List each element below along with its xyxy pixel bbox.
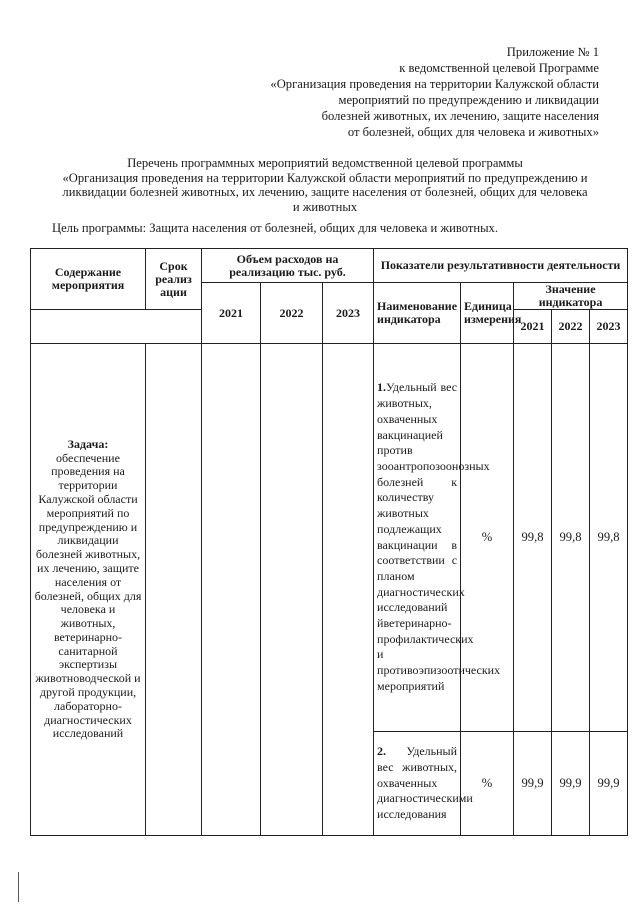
task-text: обеспечение проведения на территории Калужской области мероприятий по предупреждению и ликвидации болезней животных, их лечению, защите населения от болезней, общих для человека и животных, ветеринарно-санитарной экспертизы животноводческой и другой продукции, лабораторно-диагностических исследований bbox=[34, 450, 142, 741]
list-title-line: «Организация проведения на территории Калужской области мероприятий по предупреждению и bbox=[62, 170, 588, 185]
header-value-2023: 2023 bbox=[590, 310, 628, 344]
volume-2023-cell bbox=[323, 344, 374, 836]
indicator-1-value-2022: 99,8 bbox=[552, 344, 590, 732]
header-volume: Объем расходов на реализацию тыс. руб. bbox=[202, 249, 374, 283]
list-title-line: ликвидации болезней животных, их лечению, защите населения от болезней, общих для человека bbox=[62, 185, 588, 199]
volume-2021-cell bbox=[202, 344, 261, 836]
indicator-text: Удельный вес животных, охваченных вакцинацией против зооантропозоонозных болезней к количеству животных подлежащих вакцинации в соответствии с планом диагностических исследований йветеринарно-профилактических и противоэпизоотических мероприятий bbox=[377, 380, 501, 693]
indicator-text: Удельный вес животных, охваченных диагностическими исследования bbox=[377, 744, 473, 822]
indicator-2-value-2022: 99,9 bbox=[552, 732, 590, 836]
header-indicator-name: Наименование индикатора bbox=[374, 283, 461, 344]
indicator-1-value-2021: 99,8 bbox=[514, 344, 552, 732]
indicator-2-unit: % bbox=[461, 732, 514, 836]
indicator-1-name bbox=[374, 344, 501, 732]
task-cell bbox=[31, 344, 146, 836]
annex-line: Приложение № 1 bbox=[506, 45, 599, 59]
annex-block bbox=[179, 44, 599, 140]
measures-table bbox=[30, 248, 628, 836]
indicator-2-value-2023: 99,9 bbox=[590, 732, 628, 836]
header-content-spacer bbox=[31, 310, 202, 344]
margin-mark bbox=[18, 872, 19, 902]
header-unit: Единица измерения bbox=[461, 283, 514, 344]
program-goal: Цель программы: Защита населения от болезней, общих для человека и животных. bbox=[52, 221, 498, 235]
annex-line: мероприятий по предупреждению и ликвидации bbox=[338, 93, 599, 107]
indicator-1-unit: % bbox=[461, 344, 514, 732]
annex-line: от болезней, общих для человека и животных» bbox=[347, 125, 599, 139]
indicator-2-value-2021: 99,9 bbox=[514, 732, 552, 836]
term-cell bbox=[146, 344, 202, 836]
header-indicators: Показатели результативности деятельности bbox=[374, 249, 628, 283]
indicator-number: 2. bbox=[377, 744, 387, 759]
annex-line: болезней животных, их лечению, защите населения bbox=[321, 109, 599, 123]
list-title-line: Перечень программных мероприятий ведомственной целевой программы bbox=[127, 156, 523, 170]
volume-2022-cell bbox=[261, 344, 323, 836]
header-value-2021: 2021 bbox=[514, 310, 552, 344]
indicator-2-name bbox=[374, 732, 473, 836]
header-content: Содержание мероприятия bbox=[31, 249, 146, 310]
list-title-line: и животных bbox=[292, 199, 358, 214]
header-year-2021: 2021 bbox=[202, 283, 261, 344]
indicator-1-value-2023: 99,8 bbox=[590, 344, 628, 732]
indicator-number: 1. bbox=[377, 380, 387, 395]
header-term: Срок реализ ации bbox=[146, 249, 202, 310]
header-indicator-value: Значение индикатора bbox=[514, 283, 628, 310]
annex-line: «Организация проведения на территории Калужской области bbox=[270, 77, 599, 91]
task-heading: Задача: bbox=[67, 436, 109, 451]
list-title bbox=[48, 156, 602, 214]
header-year-2022: 2022 bbox=[261, 283, 323, 344]
header-year-2023: 2023 bbox=[323, 283, 374, 344]
annex-line: к ведомственной целевой Программе bbox=[399, 61, 599, 75]
header-value-2022: 2022 bbox=[552, 310, 590, 344]
